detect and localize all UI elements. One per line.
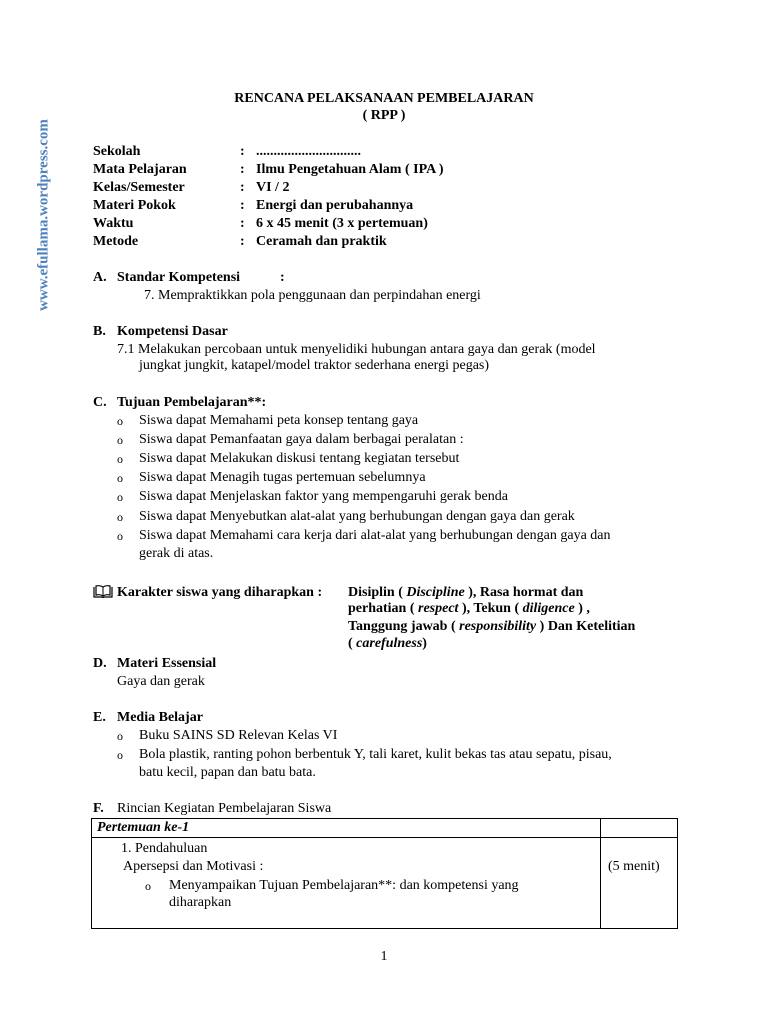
identity-value: Ilmu Pengetahuan Alam ( IPA ) — [256, 162, 444, 177]
book-icon — [93, 585, 113, 598]
bullet-icon: o — [145, 879, 151, 893]
identity-label: Waktu — [93, 216, 134, 231]
list-item: Buku SAINS SD Relevan Kelas VI — [139, 728, 338, 743]
bullet-icon: o — [117, 414, 123, 428]
identity-colon: : — [240, 234, 245, 249]
section-heading-rincian-kegiatan: Rincian Kegiatan Pembelajaran Siswa — [117, 801, 332, 816]
kompetensi-dasar-line: jungkat jungkit, katapel/model traktor sederhana energi pegas) — [139, 358, 490, 373]
karakter-line: Disiplin ( Discipline ), Rasa hormat dan — [348, 585, 584, 600]
table-cell-activity — [92, 838, 601, 929]
bullet-icon: o — [117, 471, 123, 485]
identity-value: 6 x 45 menit (3 x pertemuan) — [256, 216, 428, 231]
identity-label: Metode — [93, 234, 139, 249]
activity-bullet-text: Menyampaikan Tujuan Pembelajaran**: dan kompetensi yang — [169, 878, 519, 893]
identity-colon: : — [240, 198, 245, 213]
identity-value: Ceramah dan praktik — [256, 234, 387, 249]
bullet-icon: o — [117, 490, 123, 504]
identity-colon: : — [240, 216, 245, 231]
identity-colon: : — [240, 162, 245, 177]
materi-essensial-text: Gaya dan gerak — [117, 674, 205, 689]
identity-label: Mata Pelajaran — [93, 162, 187, 177]
activity-sub: Apersepsi dan Motivasi : — [123, 859, 264, 874]
list-item: Siswa dapat Menagih tugas pertemuan sebelumnya — [139, 470, 426, 485]
document-subtitle: ( RPP ) — [362, 108, 406, 123]
table-header-cell — [92, 819, 601, 838]
watermark — [26, 95, 62, 335]
table-row — [92, 838, 678, 929]
karakter-line: Tanggung jawab ( responsibility ) Dan Ketelitian — [348, 619, 636, 634]
section-heading-standar-kompetensi: Standar Kompetensi — [117, 270, 241, 285]
identity-label: Sekolah — [93, 144, 141, 159]
karakter-line: ( carefulness) — [348, 636, 427, 651]
kegiatan-table — [91, 818, 678, 929]
identity-value: VI / 2 — [256, 180, 290, 195]
section-heading-materi-essensial: Materi Essensial — [117, 656, 217, 671]
section-letter: B. — [93, 324, 106, 339]
activity-bullet-text: diharapkan — [169, 895, 232, 910]
list-item-continuation: gerak di atas. — [139, 546, 214, 561]
kompetensi-dasar-line: 7.1 Melakukan percobaan untuk menyelidiki hubungan antara gaya dan gerak (model — [117, 342, 596, 357]
identity-label: Materi Pokok — [93, 198, 176, 213]
section-letter: F. — [93, 801, 104, 816]
identity-value: .............................. — [256, 144, 361, 159]
bullet-icon: o — [117, 529, 123, 543]
list-item: Siswa dapat Melakukan diskusi tentang kegiatan tersebut — [139, 451, 460, 466]
section-letter: E. — [93, 710, 106, 725]
page-number: 1 — [380, 949, 388, 964]
section-heading-kompetensi-dasar: Kompetensi Dasar — [117, 324, 228, 339]
list-item: Siswa dapat Menyebutkan alat-alat yang berhubungan dengan gaya dan gerak — [139, 509, 575, 524]
list-item: Siswa dapat Memahami peta konsep tentang gaya — [139, 413, 419, 428]
bullet-icon: o — [117, 748, 123, 762]
section-heading-media-belajar: Media Belajar — [117, 710, 203, 725]
karakter-label: Karakter siswa yang diharapkan : — [117, 585, 323, 600]
document-title: RENCANA PELAKSANAAN PEMBELAJARAN — [234, 91, 534, 106]
bullet-icon: o — [117, 510, 123, 524]
identity-colon: : — [240, 144, 245, 159]
list-item-continuation: batu kecil, papan dan batu bata. — [139, 765, 316, 780]
time-value: (5 menit) — [608, 859, 660, 874]
table-header-cell-empty — [601, 819, 678, 838]
bullet-icon: o — [117, 433, 123, 447]
section-heading-tujuan-pembelajaran: Tujuan Pembelajaran**: — [117, 395, 267, 410]
activity-numbered: 1. Pendahuluan — [121, 841, 208, 856]
section-a-colon: : — [280, 270, 285, 285]
standar-kompetensi-text: 7. Mempraktikkan pola penggunaan dan perpindahan energi — [144, 288, 481, 303]
table-row — [92, 819, 678, 838]
identity-colon: : — [240, 180, 245, 195]
bullet-icon: o — [117, 729, 123, 743]
list-item: Bola plastik, ranting pohon berbentuk Y, tali karet, kulit bekas tas atau sepatu, pisau, — [139, 747, 612, 762]
pertemuan-header: Pertemuan ke-1 — [97, 820, 190, 835]
bullet-icon: o — [117, 452, 123, 466]
identity-label: Kelas/Semester — [93, 180, 185, 195]
section-letter: D. — [93, 656, 107, 671]
list-item: Siswa dapat Pemanfaatan gaya dalam berbagai peralatan : — [139, 432, 464, 447]
section-letter: A. — [93, 270, 107, 285]
karakter-line: perhatian ( respect ), Tekun ( diligence ) , — [348, 601, 590, 616]
watermark-text: www.efullama.wordpress.com — [35, 119, 52, 311]
section-letter: C. — [93, 395, 107, 410]
list-item: Siswa dapat Memahami cara kerja dari alat-alat yang berhubungan dengan gaya dan — [139, 528, 611, 543]
table-cell-time — [601, 838, 678, 929]
karakter-label-row — [93, 584, 322, 601]
identity-value: Energi dan perubahannya — [256, 198, 414, 213]
list-item: Siswa dapat Menjelaskan faktor yang mempengaruhi gerak benda — [139, 489, 508, 504]
